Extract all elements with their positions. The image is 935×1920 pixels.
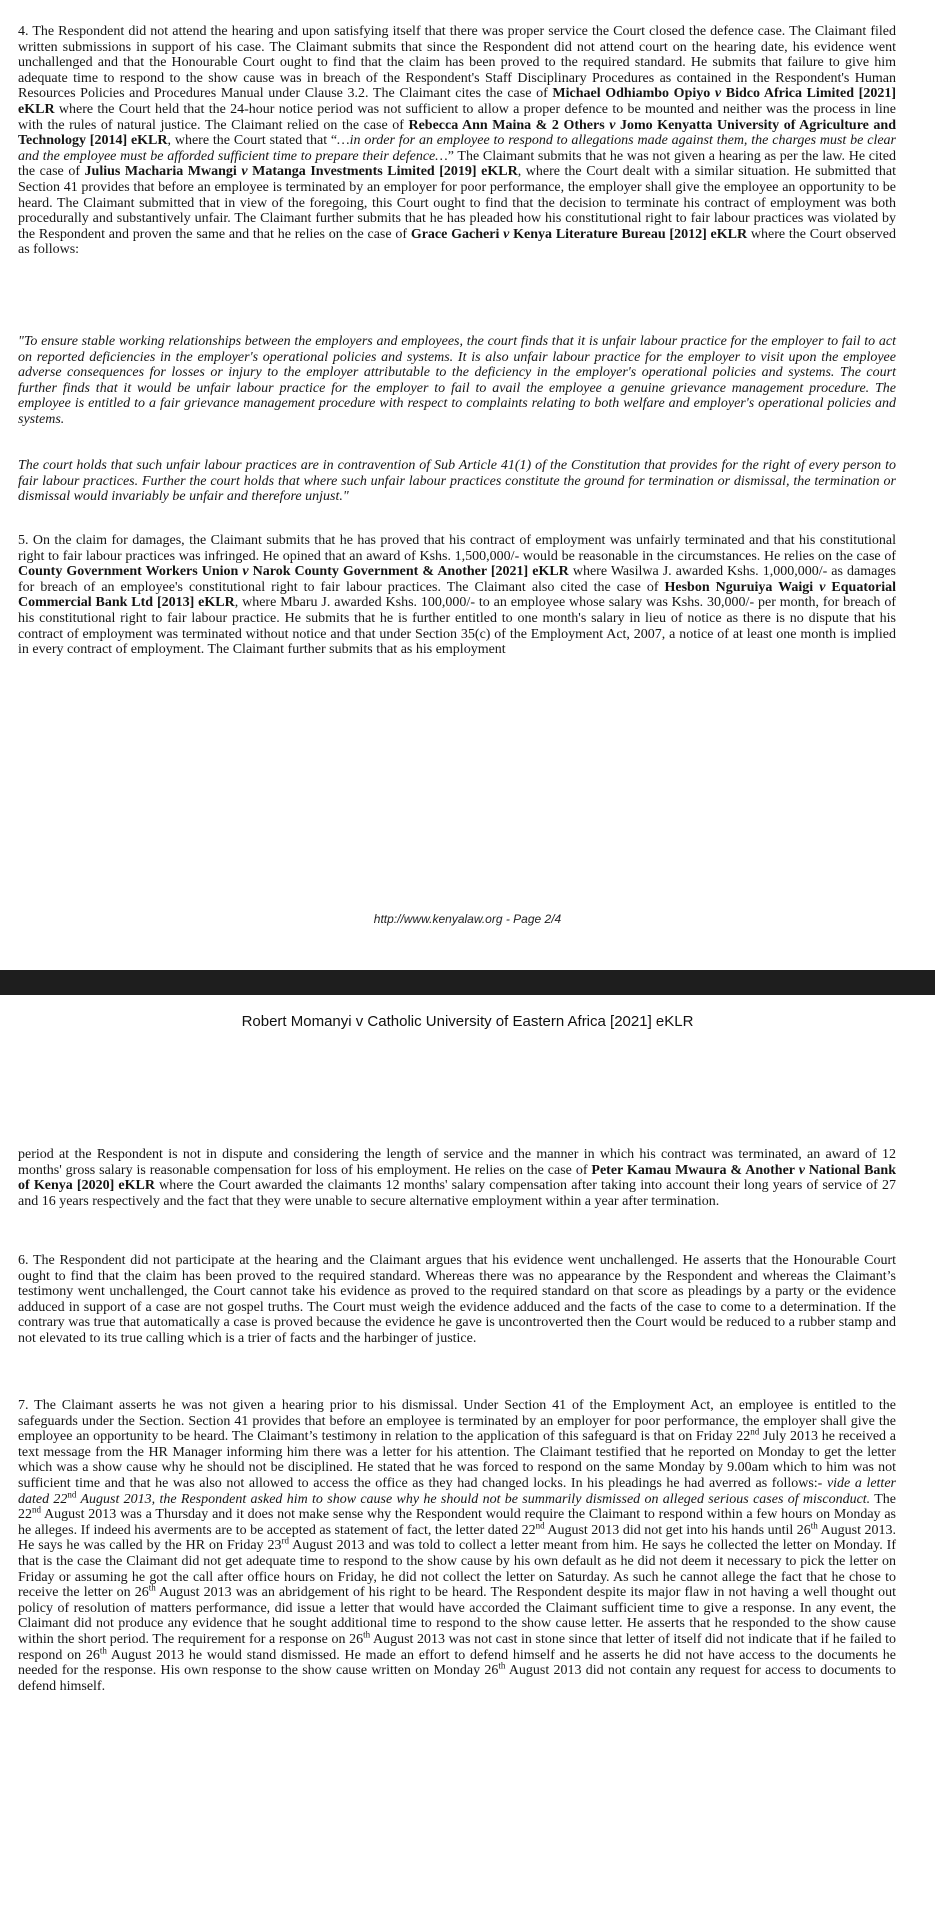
case-title-header: Robert Momanyi v Catholic University of Eastern Africa [2021] eKLR bbox=[241, 1013, 694, 1030]
ordinal-suffix: th bbox=[99, 1644, 107, 1655]
quoted-judgment-excerpt-2: The court holds that such unfair labour practices are in contravention of Sub Article 41(1) of the Constitution that provides for the right of every person to fair labour practices. Further the court holds that where such unfair labour practices constitute the ground for termination or dismissal, the termination or dismissal would invariably be unfair and therefore unjust." bbox=[18, 458, 896, 505]
case-citation: Kenya Literature Bureau [2012] eKLR bbox=[509, 226, 748, 242]
case-versus: v bbox=[819, 579, 826, 595]
case-citation: Equatorial Commercial Bank Ltd [2013] eKLR bbox=[18, 579, 896, 611]
ordinal-suffix: th bbox=[498, 1660, 506, 1671]
case-versus: v bbox=[714, 86, 722, 102]
text-run: 6. The Respondent did not participate at the hearing and the Claimant argues that his evidence went unchallenged. He asserts that the Honourable Court ought to find that the claim has been proved to the required standard. Whereas there was no appearance by the Respondent and whereas the Claimant’s testimony went unchallenged, the Court cannot take his evidence as proved to the required standard on that score as pleadings by a party or the evidence adduced in support of a case are not gospel truths. The Court must weigh the evidence adduced and the facts of the case to come to a determination. If the contrary was true that automatically a case is proved because the evidence he gave is uncontroverted then the Court would be reduced to a rubber stamp and not elevated to its true calling which is a trier of facts and the harbinger of justice. bbox=[18, 1253, 896, 1346]
document-page-3 bbox=[0, 995, 935, 1920]
paragraph-4 bbox=[18, 24, 896, 258]
case-versus: v bbox=[609, 117, 616, 133]
text-run: August 2013 did not contain any request for access to documents to defend himself. bbox=[18, 1663, 896, 1694]
case-citation: Hesbon Nguruiya Waigi bbox=[664, 579, 820, 595]
text-run: where the Court held that the 24-hour notice period was not sufficient to allow a proper defence to be mounted and neither was the process in line with the rules of natural justice. The Claimant relied on the case of bbox=[18, 101, 896, 133]
text-run: 4. The Respondent did not attend the hearing and upon satisfying itself that there was proper service the Court closed the defence case. The Claimant filed written submissions in support of his case. The Claimant submits that since the Respondent did not attend court on the hearing date, his evidence went unchallenged and that the Honourable Court ought to find that the claim has been proved to the required standard. He submits that failure to give him adequate time to respond to the show cause was in breach of the Respondent's Staff Disciplinary Procedures as contained in the Respondent's Human Resources Policies and Procedures Manual under Clause 3.2. The Claimant cites the case of bbox=[18, 24, 896, 102]
quoted-text: August 2013, the Respondent asked him to show cause why he should not be summarily dismissed on alleged serious cases of misconduct. bbox=[76, 1491, 871, 1507]
case-citation: County Government Workers Union bbox=[18, 564, 243, 580]
paragraph-7 bbox=[18, 1398, 896, 1694]
text-run: August 2013 did not get into his hands until 26 bbox=[544, 1522, 811, 1538]
paragraph-6 bbox=[18, 1253, 896, 1347]
case-citation: Narok County Government & Another [2021] eKLR bbox=[248, 564, 569, 580]
ordinal-suffix: th bbox=[810, 1520, 818, 1531]
text-run: where Wasilwa J. awarded Kshs. 1,000,000/- as damages for breach of an employee's constitutional right to fair labour practices. The Claimant also cited the case of bbox=[18, 564, 896, 595]
case-versus: v bbox=[503, 226, 510, 242]
case-citation: National Bank of Kenya [2020] eKLR bbox=[18, 1162, 896, 1194]
quoted-text: vide a letter dated 22 bbox=[18, 1475, 896, 1507]
text-run: August 2013 was not cast in stone since that letter of itself did not indicate that if he failed to respond on 26 bbox=[18, 1631, 897, 1663]
ordinal-suffix: nd bbox=[32, 1504, 41, 1515]
ordinal-suffix: th bbox=[148, 1582, 156, 1593]
text-run: August 2013 and was told to collect a letter meant from him. He says he collected the letter on Monday. If that is the case the Claimant did not get adequate time to respond to the show cause by his own default as he did not deem it necessary to pick the letter on Friday or assuming he got the call after office hours on Friday, he did not collect the letter on Saturday. As such he cannot allege the fact that he chose to receive the letter on 26 bbox=[18, 1538, 896, 1601]
text-run: July 2013 he received a text message from the HR Manager informing him there was a letter for his attention. The Claimant testified that he reported on Monday to get the letter which was a show cause why he should not be disciplined. He stated that he was forced to respond on the same Monday by 9.00am which to him was not sufficient time and that he was also not allowed to access the office as they had changed locks. In his pleadings he had averred as follows:- bbox=[18, 1429, 896, 1491]
page-footer-url: http://www.kenyalaw.org - Page 2/4 bbox=[373, 912, 562, 926]
case-citation: Grace Gacheri bbox=[410, 226, 504, 242]
case-citation: Julius Macharia Mwangi bbox=[84, 164, 242, 180]
ordinal-suffix: nd bbox=[535, 1520, 545, 1531]
text-run: where the Court awarded the claimants 12 months' salary compensation after taking into account their long years of service of 27 and 16 years respectively and the fact that they were unable to secure alternative employment within a year after termination. bbox=[18, 1178, 896, 1209]
ordinal-suffix: th bbox=[363, 1629, 371, 1640]
case-citation: Bidco Africa Limited [2021] eKLR bbox=[18, 86, 897, 117]
text-run: , where the Court dealt with a similar situation. He submitted that Section 41 provides that before an employee is terminated by an employer for poor performance, the employer shall give the employee an opportunity to be heard. The Claimant submitted that in view of the foregoing, this Court ought to find that the decision to terminate his contract of employment was both procedurally and substantively unfair. The Claimant further submits that he has pleaded how his constitutional right to fair labour practices was violated by the Respondent and proven the same and that he relies on the case of bbox=[18, 164, 897, 242]
text-run: August 2013. He says he was called by the HR on Friday 23 bbox=[18, 1522, 896, 1554]
case-citation: Peter Kamau Mwaura & Another bbox=[591, 1162, 799, 1178]
case-versus: v bbox=[798, 1162, 805, 1178]
quoted-text: …in order for an employee to respond to allegations made against them, the charges must be clear and the employee must be afforded sufficient time to prepare their defence… bbox=[18, 133, 896, 164]
text-run: The 22 bbox=[18, 1491, 896, 1523]
text-run: August 2013 was a Thursday and it does not make sense why the Respondent would require the Claimant to respond within a few hours on Monday as he alleges. If indeed his averments are to be accepted as statement of fact, the letter dated 22 bbox=[18, 1507, 896, 1538]
text-run: August 2013 was an abridgement of his right to be heard. The Respondent despite its major flaw in not having a well thought out policy of resolution of matters performance, did issue a letter that would have accorded the Claimant sufficient time to give a response. In any event, the Claimant did not produce any evidence that he sought additional time to respond to the show cause letter. He asserts that he responded to the show cause within the short period. The requirement for a response on 26 bbox=[18, 1585, 896, 1647]
case-citation: Michael Odhiambo Opiyo bbox=[552, 86, 715, 102]
text-run: ” The Claimant submits that he was not given a hearing as per the law. He cited the case of bbox=[18, 148, 897, 180]
case-versus: v bbox=[242, 564, 249, 580]
ordinal-suffix: nd bbox=[67, 1488, 77, 1499]
quoted-judgment-excerpt-1: "To ensure stable working relationships between the employers and employees, the court finds that it is unfair labour practice for the employer to fail to act on reported deficiencies in the employer's operational policies and systems. It is also unfair labour practice for the employer to visit upon the employee adverse consequences for losses or injury to the employer attributable to the deficiency in the employer's operational policies and systems. The court further finds that it would be unfair labour practice for the employer to fail to avail the employee a genuine grievance management procedure. The employee is entitled to a fair grievance management procedure with respect to complaints relating to both welfare and employer's operational policies and systems. bbox=[18, 334, 896, 427]
text-run: where the Court observed as follows: bbox=[18, 226, 896, 258]
text-run: , where the Court stated that “ bbox=[167, 133, 338, 149]
ordinal-suffix: rd bbox=[281, 1535, 289, 1546]
text-run: 7. The Claimant asserts he was not given a hearing prior to his dismissal. Under Section 41 of the Employment Act, an employee is entitled to the safeguards under the Section. Section 41 provides that before an employee is terminated by an employer for poor performance, the employer shall give the employee an opportunity to be heard. The Claimant’s testimony in relation to the application of this safeguard is that on Friday 22 bbox=[18, 1398, 896, 1445]
page-separator bbox=[0, 970, 935, 995]
text-run: 5. On the claim for damages, the Claimant submits that he has proved that his contract of employment was unfairly terminated and that his constitutional right to fair labour practices was infringed. He opined that an award of Kshs. 1,500,000/- would be reasonable in the circumstances. He relies on the case of bbox=[18, 533, 896, 564]
paragraph-5-continued bbox=[18, 1147, 896, 1209]
paragraph-5 bbox=[18, 533, 896, 658]
text-run: August 2013 he would stand dismissed. He made an effort to defend himself and he asserts he did not have access to the documents he needed for the response. His own response to the show cause written on Monday 26 bbox=[18, 1647, 897, 1679]
case-citation: Rebecca Ann Maina & 2 Others bbox=[408, 117, 610, 133]
case-versus: v bbox=[241, 164, 248, 180]
case-citation: Jomo Kenyatta University of Agriculture and Technology [2014] eKLR bbox=[18, 117, 896, 149]
text-run: , where Mbaru J. awarded Kshs. 100,000/- to an employee whose salary was Kshs. 30,000/- per month, for breach of his constitutional right to fair labour practice. He submits that he is further entitled to one month's salary in lieu of notice as there is no dispute that his contract of employment was terminated without notice and that under Section 35(c) of the Employment Act, 2007, a notice of at least one month is implied in every contract of employment. The Claimant further submits that as his employment bbox=[18, 595, 896, 658]
case-citation: Matanga Investments Limited [2019] eKLR bbox=[247, 164, 518, 180]
ordinal-suffix: nd bbox=[750, 1426, 760, 1437]
text-run: period at the Respondent is not in dispute and considering the length of service and the manner in which his contract was terminated, an award of 12 months' gross salary is reasonable compensation for loss of his employment. He relies on the case of bbox=[18, 1147, 896, 1178]
